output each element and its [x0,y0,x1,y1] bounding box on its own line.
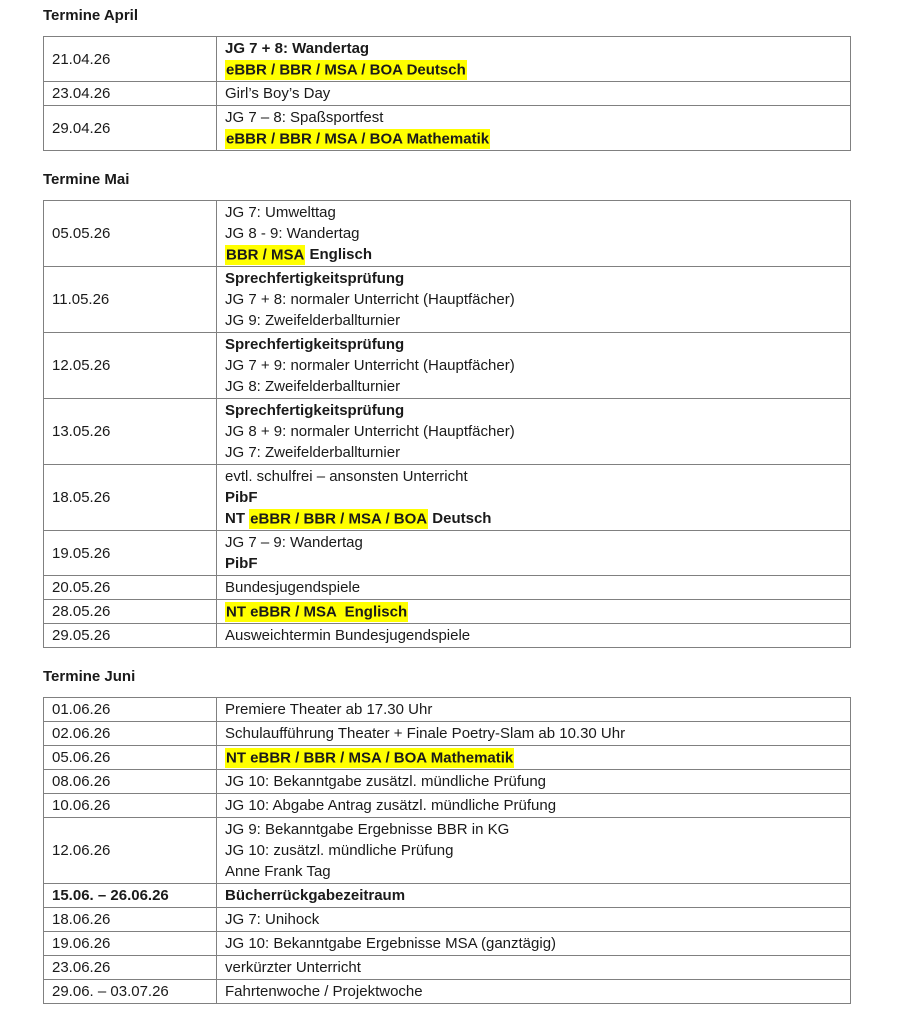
event-line [225,625,842,646]
table-row [44,82,851,106]
date-cell: 13.05.26 [44,399,217,465]
event-line [225,466,842,487]
date-cell: 18.05.26 [44,465,217,531]
event-line [225,885,842,906]
text-span: JG 10: zusätzl. mündliche Prüfung [225,842,454,859]
event-cell [217,746,851,770]
table-row [44,932,851,956]
event-line [225,933,842,954]
text-span: Bundesjugendspiele [225,579,361,596]
event-cell [217,932,851,956]
text-span: JG 8 + 9: normaler Unterricht (Hauptfächer) [225,423,515,440]
section-title: Termine Mai [43,171,130,188]
event-line [225,747,842,768]
text-span: PibF [225,489,258,506]
table-row [44,722,851,746]
table-row [44,884,851,908]
event-line [225,909,842,930]
text-span: evtl. schulfrei – ansonsten Unterricht [225,468,468,485]
schedule-section [43,7,851,151]
highlighted-text: NT eBBR / MSA Englisch [226,603,408,620]
text-span: Sprechfertigkeitsprüfung [225,270,405,287]
date-cell: 20.05.26 [44,576,217,600]
event-cell [217,884,851,908]
event-line [225,59,842,80]
event-line [225,699,842,720]
table-row [44,465,851,531]
event-line [225,38,842,59]
event-line [225,840,842,861]
event-cell [217,956,851,980]
event-line [225,421,842,442]
highlighted-text: NT eBBR / BBR / MSA / BOA Mathematik [226,749,514,766]
text-span: JG 7 + 9: normaler Unterricht (Hauptfächer) [225,357,515,374]
text-span: JG 10: Bekanntgabe Ergebnisse MSA (ganztägig) [225,935,557,952]
date-cell: 08.06.26 [44,770,217,794]
table-row [44,624,851,648]
table-row [44,794,851,818]
table-row [44,37,851,82]
table-row [44,698,851,722]
table-row [44,818,851,884]
event-line [225,819,842,840]
highlighted-text: eBBR / BBR / MSA / BOA Mathematik [226,130,490,147]
event-line [225,601,842,622]
text-span: Fahrtenwoche / Projektwoche [225,983,423,1000]
event-line [225,334,842,355]
highlighted-text: BBR / MSA [226,246,305,263]
date-cell: 29.06. – 03.07.26 [44,980,217,1004]
date-cell: 23.04.26 [44,82,217,106]
event-line [225,957,842,978]
text-span: PibF [225,555,258,572]
table-row [44,333,851,399]
event-cell [217,267,851,333]
text-span: JG 7 – 9: Wandertag [225,534,363,551]
event-line [225,83,842,104]
event-line [225,376,842,397]
event-line [225,289,842,310]
event-cell [217,908,851,932]
event-line [225,244,842,265]
event-line [225,202,842,223]
event-cell [217,600,851,624]
date-cell: 02.06.26 [44,722,217,746]
date-cell: 12.05.26 [44,333,217,399]
date-cell: 05.06.26 [44,746,217,770]
text-span: Schulaufführung Theater + Finale Poetry-Slam ab 10.30 Uhr [225,725,626,742]
text-span: JG 7 + 8: normaler Unterricht (Hauptfächer) [225,291,515,308]
event-cell [217,531,851,576]
text-span: JG 7: Unihock [225,911,320,928]
event-cell [217,770,851,794]
event-cell [217,576,851,600]
date-cell: 19.06.26 [44,932,217,956]
text-span: Deutsch [428,510,492,527]
text-span: JG 7 + 8: Wandertag [225,40,370,57]
section-title: Termine April [43,7,139,24]
table-row [44,576,851,600]
date-cell: 21.04.26 [44,37,217,82]
event-line [225,107,842,128]
date-cell: 01.06.26 [44,698,217,722]
event-line [225,268,842,289]
schedule-table [43,200,851,648]
event-line [225,128,842,149]
event-cell [217,201,851,267]
text-span: Englisch [305,246,373,263]
text-span: Anne Frank Tag [225,863,331,880]
text-span: JG 10: Abgabe Antrag zusätzl. mündliche Prüfung [225,797,557,814]
event-line [225,400,842,421]
event-line [225,771,842,792]
text-span: Bücherrückgabezeitraum [225,887,406,904]
date-cell: 12.06.26 [44,818,217,884]
date-cell: 29.05.26 [44,624,217,648]
event-cell [217,82,851,106]
event-line [225,310,842,331]
event-cell [217,624,851,648]
date-cell: 05.05.26 [44,201,217,267]
text-span: JG 7: Umwelttag [225,204,336,221]
section-title: Termine Juni [43,668,136,685]
event-line [225,981,842,1002]
event-line [225,487,842,508]
date-cell: 10.06.26 [44,794,217,818]
event-cell [217,106,851,151]
table-row [44,980,851,1004]
date-cell: 28.05.26 [44,600,217,624]
table-row [44,201,851,267]
schedule-section [43,171,851,648]
highlighted-text: eBBR / BBR / MSA / BOA [250,510,428,527]
table-row [44,908,851,932]
event-cell [217,980,851,1004]
date-cell: 18.06.26 [44,908,217,932]
event-cell [217,333,851,399]
date-cell: 23.06.26 [44,956,217,980]
text-span: JG 8 - 9: Wandertag [225,225,360,242]
text-span: verkürzter Unterricht [225,959,361,976]
table-row [44,770,851,794]
event-line [225,553,842,574]
text-span: JG 7: Zweifelderballturnier [225,444,401,461]
table-row [44,956,851,980]
event-cell [217,722,851,746]
event-cell [217,794,851,818]
date-cell: 29.04.26 [44,106,217,151]
table-row [44,531,851,576]
text-span: JG 7 – 8: Spaßsportfest [225,109,384,126]
table-row [44,600,851,624]
text-span: Sprechfertigkeitsprüfung [225,402,405,419]
schedule-table [43,36,851,151]
date-cell: 11.05.26 [44,267,217,333]
table-row [44,399,851,465]
event-line [225,355,842,376]
date-cell: 19.05.26 [44,531,217,576]
table-row [44,267,851,333]
text-span: NT [225,510,250,527]
event-line [225,223,842,244]
document [43,7,851,1004]
date-cell: 15.06. – 26.06.26 [44,884,217,908]
text-span: JG 9: Zweifelderballturnier [225,312,401,329]
text-span: Ausweichtermin Bundesjugendspiele [225,627,471,644]
event-cell [217,465,851,531]
event-line [225,861,842,882]
text-span: JG 10: Bekanntgabe zusätzl. mündliche Prüfung [225,773,547,790]
event-line [225,532,842,553]
text-span: JG 9: Bekanntgabe Ergebnisse BBR in KG [225,821,510,838]
schedule-section [43,668,851,1004]
event-line [225,508,842,529]
event-line [225,577,842,598]
event-line [225,795,842,816]
table-row [44,746,851,770]
schedule-table [43,697,851,1004]
event-cell [217,698,851,722]
event-line [225,442,842,463]
event-cell [217,818,851,884]
event-cell [217,37,851,82]
text-span: JG 8: Zweifelderballturnier [225,378,401,395]
text-span: Premiere Theater ab 17.30 Uhr [225,701,433,718]
table-row [44,106,851,151]
event-cell [217,399,851,465]
event-line [225,723,842,744]
text-span: Girl’s Boy’s Day [225,85,331,102]
text-span: Sprechfertigkeitsprüfung [225,336,405,353]
highlighted-text: eBBR / BBR / MSA / BOA Deutsch [226,61,466,78]
